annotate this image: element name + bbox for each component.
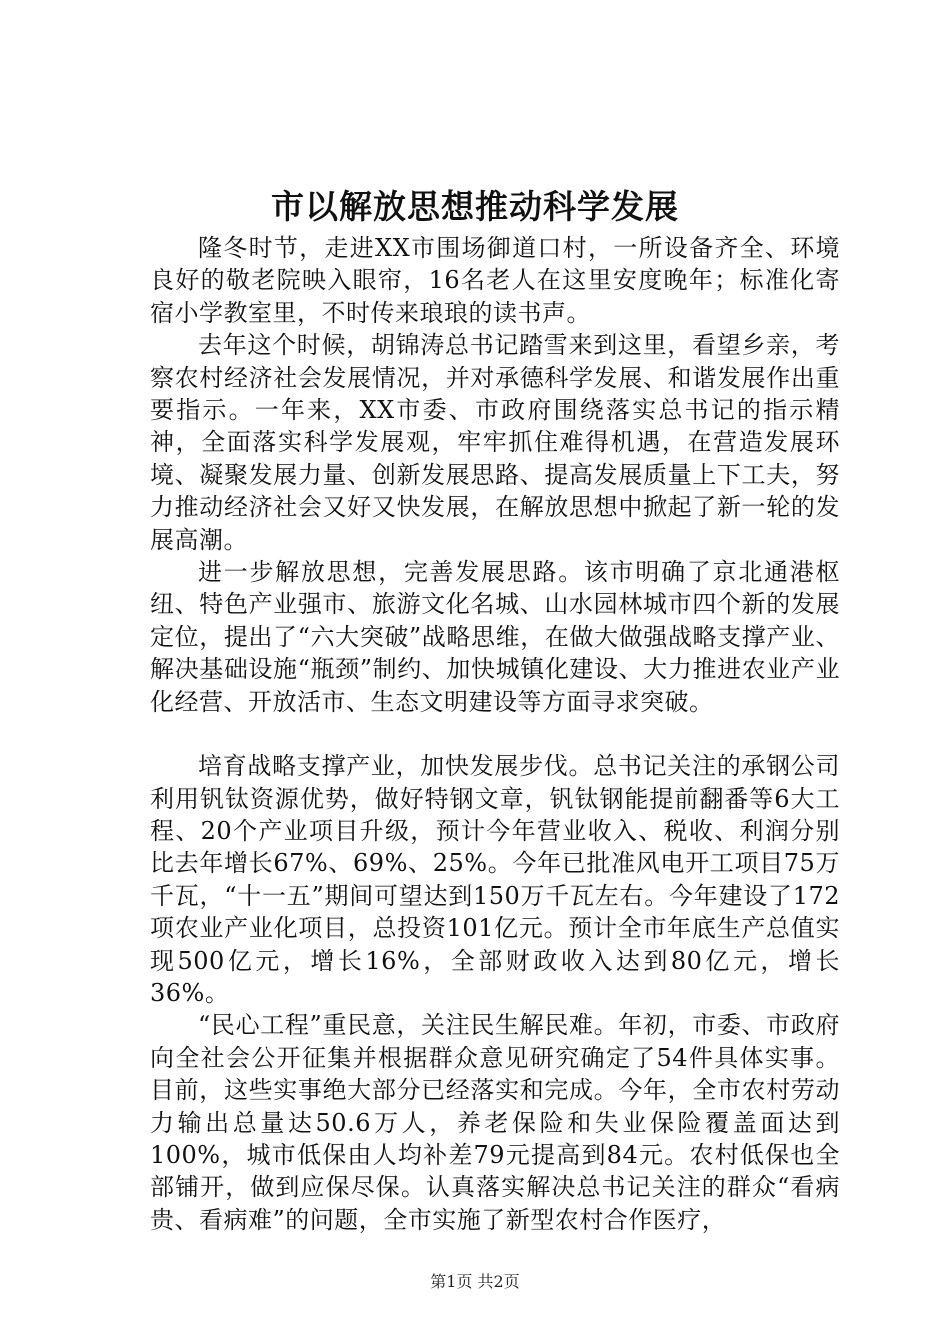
- page-number-footer: 第1页 共2页: [430, 1272, 520, 1291]
- paragraph-3: 进一步解放思想，完善发展思路。该市明确了京北通港枢纽、特色产业强市、旅游文化名城、山水园林城市四个新的发展定位，提出了“六大突破”战略思维，在做大做强战略支撑产业、解决基础设施“瓶颈”制约、加快城镇化建设、大力推进农业产业化经营、开放活市、生态文明建设等方面寻求突破。: [150, 558, 840, 716]
- paragraph-4: 培育战略支撑产业，加快发展步伐。总书记关注的承钢公司利用钒钛资源优势，做好特钢文章，钒钛钢能提前翻番等6大工程、20个产业项目升级，预计今年营业收入、税收、利润分别比去年增长67%、69%、25%。今年已批准风电开工项目75万千瓦，“十一五”期间可望达到150万千瓦左右。今年建设了172项农业产业化项目，总投资101亿元。预计全市年底生产总值实现500亿元，增长16%，全部财政收入达到80亿元，增长36%。: [150, 752, 840, 1007]
- document-title: 市以解放思想推动科学发展: [271, 187, 679, 226]
- paragraph-5: “民心工程”重民意，关注民生解民难。年初，市委、市政府向全社会公开征集并根据群众意见研究确定了54件具体实事。目前，这些实事绝大部分已经落实和完成。今年，全市农村劳动力输出总量达50.6万人，养老保险和失业保险覆盖面达到100%，城市低保由人均补差79元提高到84元。农村低保也全部铺开，做到应保尽保。认真落实解决总书记关注的群众“看病贵、看病难”的问题，全市实施了新型农村合作医疗，: [150, 1011, 840, 1234]
- document-body: [150, 232, 840, 1236]
- paragraph-2: 去年这个时候，胡锦涛总书记踏雪来到这里，看望乡亲，考察农村经济社会发展情况，并对承德科学发展、和谐发展作出重要指示。一年来，XX市委、市政府围绕落实总书记的指示精神，全面落实科学发展观，牢牢抓住难得机遇，在营造发展环境、凝聚发展力量、创新发展思路、提高发展质量上下工夫，努力推动经济社会又好又快发展，在解放思想中掀起了新一轮的发展高潮。: [150, 331, 840, 554]
- paragraph-1: 隆冬时节，走进XX市围场御道口村，一所设备齐全、环境良好的敬老院映入眼帘，16名老人在这里安度晚年；标准化寄宿小学教室里，不时传来琅琅的读书声。: [150, 234, 840, 327]
